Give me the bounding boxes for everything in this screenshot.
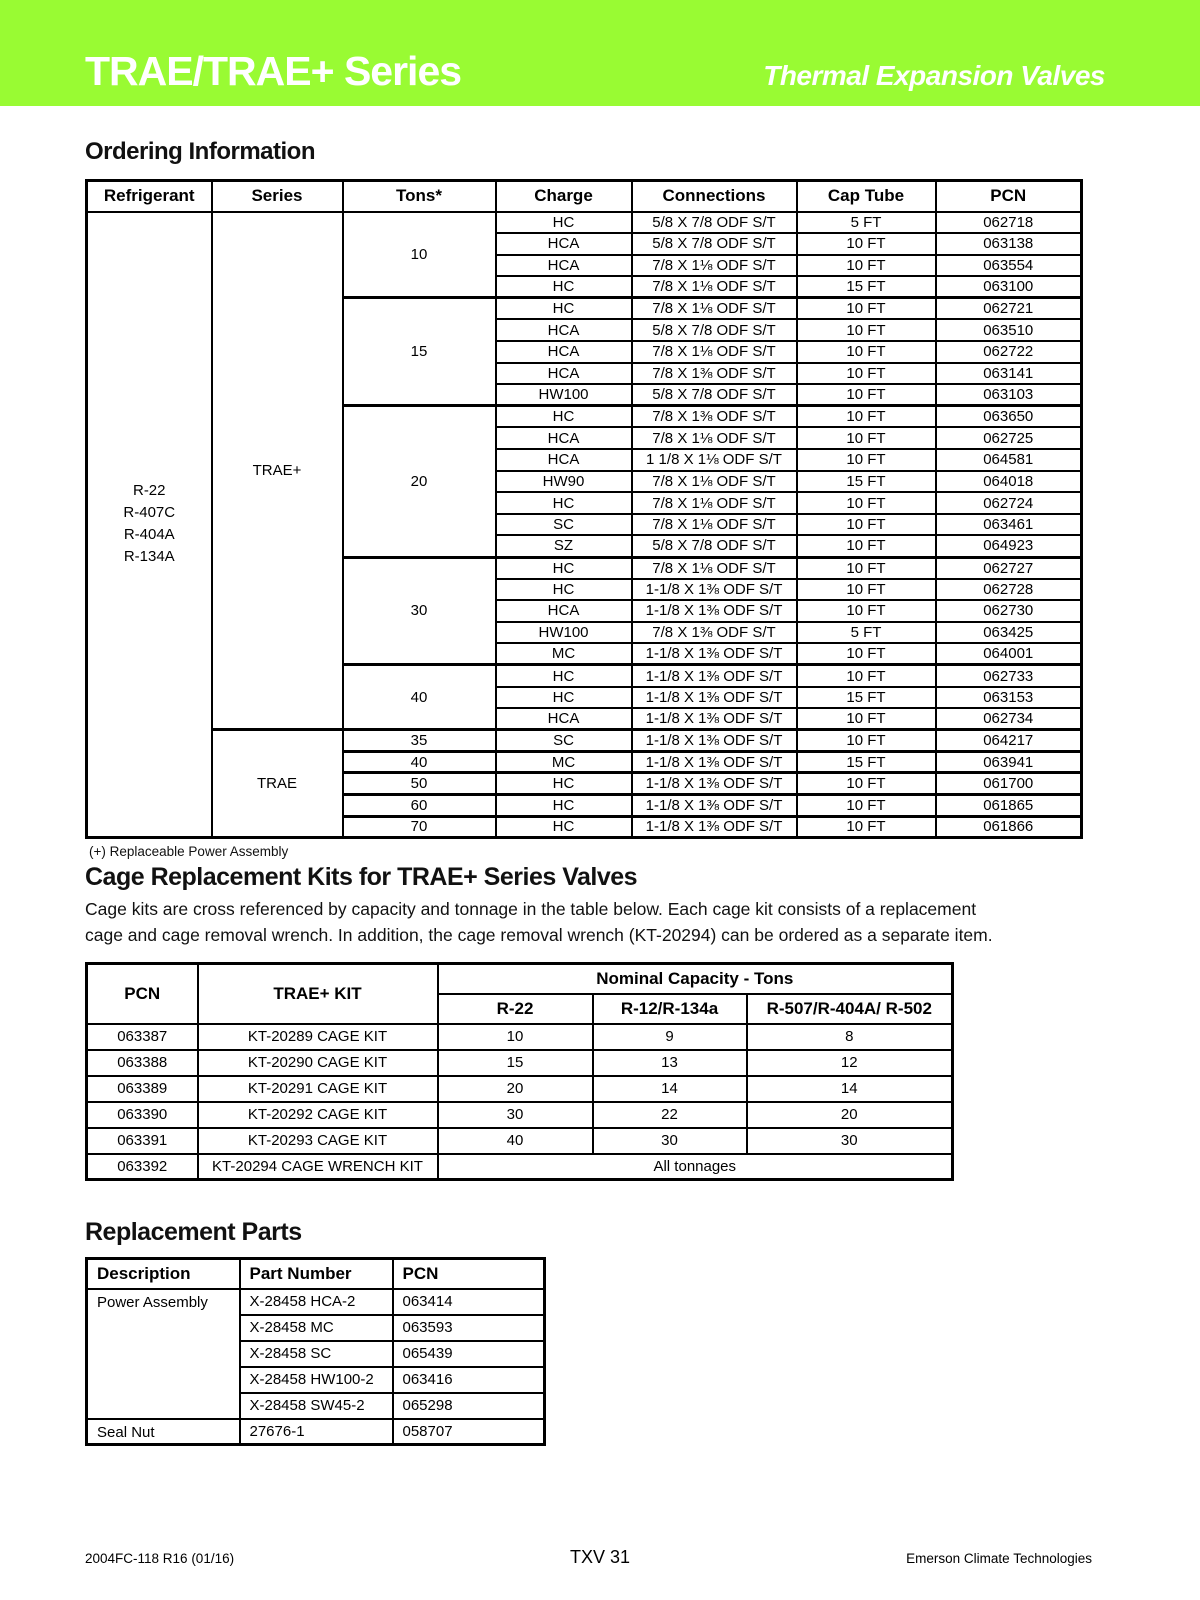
- page-content: [85, 106, 1115, 1446]
- ordering-header-row: [87, 181, 1082, 212]
- cage-pcn-cell: 063390: [87, 1102, 198, 1128]
- tons-cell: 10: [343, 212, 496, 298]
- parts-row: [87, 1419, 545, 1445]
- pcn-cell: 063941: [936, 751, 1082, 773]
- charge-cell: SC: [496, 730, 632, 752]
- cage-kits-description: [85, 896, 1115, 948]
- replacement-parts-table: [85, 1257, 546, 1446]
- tons-cell: 40: [343, 665, 496, 730]
- cage-kit-cell: KT-20291 CAGE KIT: [198, 1076, 438, 1102]
- parts-pcn-cell: 065298: [393, 1393, 545, 1419]
- cap-tube-cell: 5 FT: [797, 622, 936, 644]
- charge-cell: HC: [496, 579, 632, 601]
- pcn-cell: 063461: [936, 514, 1082, 536]
- tons-cell: 40: [343, 751, 496, 773]
- cage-capacity-cell: 14: [593, 1076, 747, 1102]
- parts-pcn-cell: 058707: [393, 1419, 545, 1445]
- connections-cell: 5/8 X 7/8 ODF S/T: [632, 384, 797, 406]
- charge-cell: HCA: [496, 708, 632, 730]
- parts-col-description: Description: [87, 1259, 240, 1289]
- charge-cell: HCA: [496, 427, 632, 449]
- pcn-cell: 063103: [936, 384, 1082, 406]
- charge-cell: HC: [496, 492, 632, 514]
- cage-capacity-span-cell: All tonnages: [438, 1154, 953, 1180]
- cage-table-body: [87, 1024, 953, 1180]
- ordering-col-series: Series: [212, 181, 343, 212]
- cage-capacity-cell: 10: [438, 1024, 593, 1050]
- pcn-cell: 063510: [936, 319, 1082, 341]
- cage-row: [87, 1076, 953, 1102]
- page-subtitle: Thermal Expansion Valves: [763, 60, 1105, 91]
- cage-kit-cell: KT-20294 CAGE WRENCH KIT: [198, 1154, 438, 1180]
- connections-cell: 1-1/8 X 1⅜ ODF S/T: [632, 773, 797, 795]
- cap-tube-cell: 10 FT: [797, 233, 936, 255]
- connections-cell: 1-1/8 X 1⅜ ODF S/T: [632, 665, 797, 687]
- parts-part-number-cell: X-28458 SW45-2: [240, 1393, 393, 1419]
- connections-cell: 5/8 X 7/8 ODF S/T: [632, 319, 797, 341]
- cage-row: [87, 1050, 953, 1076]
- connections-cell: 7/8 X 1⅛ ODF S/T: [632, 298, 797, 320]
- parts-col-partnumber: Part Number: [240, 1259, 393, 1289]
- cage-capacity-cell: 9: [593, 1024, 747, 1050]
- cap-tube-cell: 10 FT: [797, 730, 936, 752]
- cage-capacity-cell: 15: [438, 1050, 593, 1076]
- cage-col-kit: TRAE+ KIT: [198, 964, 438, 1024]
- connections-cell: 7/8 X 1⅜ ODF S/T: [632, 622, 797, 644]
- cage-row: [87, 1102, 953, 1128]
- page-footer: [0, 1545, 1200, 1575]
- pcn-cell: 062724: [936, 492, 1082, 514]
- cage-kit-cell: KT-20293 CAGE KIT: [198, 1128, 438, 1154]
- cap-tube-cell: 10 FT: [797, 319, 936, 341]
- cap-tube-cell: 10 FT: [797, 643, 936, 665]
- parts-pcn-cell: 063416: [393, 1367, 545, 1393]
- pcn-cell: 061865: [936, 795, 1082, 817]
- cap-tube-cell: 15 FT: [797, 471, 936, 493]
- parts-part-number-cell: 27676-1: [240, 1419, 393, 1445]
- cage-capacity-cell: 30: [747, 1128, 953, 1154]
- parts-row: [87, 1289, 545, 1315]
- connections-cell: 7/8 X 1⅜ ODF S/T: [632, 363, 797, 385]
- parts-part-number-cell: X-28458 HW100-2: [240, 1367, 393, 1393]
- charge-cell: HC: [496, 406, 632, 428]
- cap-tube-cell: 5 FT: [797, 212, 936, 234]
- ordering-col-tons: Tons*: [343, 181, 496, 212]
- cage-kit-cell: KT-20289 CAGE KIT: [198, 1024, 438, 1050]
- cap-tube-cell: 10 FT: [797, 427, 936, 449]
- tons-cell: 30: [343, 557, 496, 665]
- cage-capacity-cell: 20: [747, 1102, 953, 1128]
- cap-tube-cell: 10 FT: [797, 600, 936, 622]
- cage-col-refrigerant: R-22: [438, 994, 593, 1024]
- banner-inner: [85, 48, 1105, 95]
- refrigerant-line: R-134A: [123, 548, 175, 566]
- cap-tube-cell: 10 FT: [797, 514, 936, 536]
- pcn-cell: 064217: [936, 730, 1082, 752]
- pcn-cell: 062730: [936, 600, 1082, 622]
- refrigerant-line: R-404A: [123, 526, 175, 544]
- cage-table-head: [87, 964, 953, 1024]
- footer-doc-number: 2004FC-118 R16 (01/16): [85, 1551, 235, 1566]
- ordering-footnote: (+) Replaceable Power Assembly: [89, 844, 289, 860]
- cap-tube-cell: 10 FT: [797, 579, 936, 601]
- cage-capacity-cell: 8: [747, 1024, 953, 1050]
- connections-cell: 7/8 X 1⅛ ODF S/T: [632, 471, 797, 493]
- pcn-cell: 063138: [936, 233, 1082, 255]
- cage-capacity-cell: 30: [438, 1102, 593, 1128]
- parts-header-row: [87, 1259, 545, 1289]
- connections-cell: 7/8 X 1⅛ ODF S/T: [632, 557, 797, 579]
- charge-cell: HW100: [496, 384, 632, 406]
- cap-tube-cell: 15 FT: [797, 687, 936, 709]
- pcn-cell: 062725: [936, 427, 1082, 449]
- ordering-row: [87, 730, 1082, 752]
- charge-cell: HCA: [496, 233, 632, 255]
- parts-part-number-cell: X-28458 SC: [240, 1341, 393, 1367]
- ordering-table-body: [87, 212, 1082, 838]
- connections-cell: 7/8 X 1⅛ ODF S/T: [632, 255, 797, 277]
- cap-tube-cell: 10 FT: [797, 708, 936, 730]
- ordering-table-head: [87, 181, 1082, 212]
- charge-cell: HC: [496, 773, 632, 795]
- charge-cell: MC: [496, 643, 632, 665]
- cap-tube-cell: 10 FT: [797, 255, 936, 277]
- charge-cell: HCA: [496, 255, 632, 277]
- cage-kits-description-line1: Cage kits are cross referenced by capacity and tonnage in the table below. Each cage kit consists of a replacement: [85, 899, 977, 920]
- cap-tube-cell: 10 FT: [797, 492, 936, 514]
- cage-pcn-cell: 063391: [87, 1128, 198, 1154]
- cap-tube-cell: 10 FT: [797, 535, 936, 557]
- cage-col-refrigerant: R-507/R-404A/ R-502: [747, 994, 953, 1024]
- cage-kit-cell: KT-20290 CAGE KIT: [198, 1050, 438, 1076]
- footer-company: Emerson Climate Technologies: [906, 1551, 1092, 1566]
- parts-part-number-cell: X-28458 HCA-2: [240, 1289, 393, 1315]
- charge-cell: HC: [496, 557, 632, 579]
- tons-cell: 60: [343, 795, 496, 817]
- pcn-cell: 064923: [936, 535, 1082, 557]
- connections-cell: 1-1/8 X 1⅜ ODF S/T: [632, 795, 797, 817]
- cap-tube-cell: 10 FT: [797, 298, 936, 320]
- charge-cell: HCA: [496, 449, 632, 471]
- cap-tube-cell: 15 FT: [797, 276, 936, 298]
- pcn-cell: 064001: [936, 643, 1082, 665]
- connections-cell: 1-1/8 X 1⅜ ODF S/T: [632, 751, 797, 773]
- connections-cell: 7/8 X 1⅛ ODF S/T: [632, 276, 797, 298]
- connections-cell: 1-1/8 X 1⅜ ODF S/T: [632, 643, 797, 665]
- pcn-cell: 064581: [936, 449, 1082, 471]
- cage-col-pcn: PCN: [87, 964, 198, 1024]
- charge-cell: HC: [496, 687, 632, 709]
- cage-pcn-cell: 063392: [87, 1154, 198, 1180]
- refrigerant-line: R-407C: [123, 504, 176, 522]
- cap-tube-cell: 10 FT: [797, 557, 936, 579]
- pcn-cell: 064018: [936, 471, 1082, 493]
- series-cell: TRAE: [212, 730, 343, 838]
- tons-cell: 15: [343, 298, 496, 406]
- ordering-heading: Ordering Information: [85, 138, 315, 165]
- cage-header-row-1: [87, 964, 953, 994]
- connections-cell: 1-1/8 X 1⅜ ODF S/T: [632, 816, 797, 838]
- replacement-parts-heading: Replacement Parts: [85, 1218, 302, 1247]
- connections-cell: 7/8 X 1⅛ ODF S/T: [632, 492, 797, 514]
- connections-cell: 7/8 X 1⅛ ODF S/T: [632, 427, 797, 449]
- charge-cell: HC: [496, 212, 632, 234]
- pcn-cell: 062727: [936, 557, 1082, 579]
- cap-tube-cell: 10 FT: [797, 773, 936, 795]
- parts-table-head: [87, 1259, 545, 1289]
- pcn-cell: 062718: [936, 212, 1082, 234]
- charge-cell: HC: [496, 276, 632, 298]
- cap-tube-cell: 10 FT: [797, 816, 936, 838]
- cap-tube-cell: 10 FT: [797, 341, 936, 363]
- connections-cell: 1-1/8 X 1⅜ ODF S/T: [632, 600, 797, 622]
- cage-row: [87, 1154, 953, 1180]
- charge-cell: SC: [496, 514, 632, 536]
- charge-cell: HCA: [496, 319, 632, 341]
- charge-cell: SZ: [496, 535, 632, 557]
- cage-col-capacity-group: Nominal Capacity - Tons: [438, 964, 953, 994]
- cap-tube-cell: 10 FT: [797, 406, 936, 428]
- ordering-col-captube: Cap Tube: [797, 181, 936, 212]
- cage-capacity-cell: 40: [438, 1128, 593, 1154]
- cage-capacity-cell: 20: [438, 1076, 593, 1102]
- ordering-col-charge: Charge: [496, 181, 632, 212]
- parts-part-number-cell: X-28458 MC: [240, 1315, 393, 1341]
- connections-cell: 5/8 X 7/8 ODF S/T: [632, 212, 797, 234]
- ordering-col-connections: Connections: [632, 181, 797, 212]
- parts-pcn-cell: 063414: [393, 1289, 545, 1315]
- cage-col-refrigerant: R-12/R-134a: [593, 994, 747, 1024]
- charge-cell: HCA: [496, 600, 632, 622]
- cage-pcn-cell: 063387: [87, 1024, 198, 1050]
- parts-pcn-cell: 063593: [393, 1315, 545, 1341]
- charge-cell: MC: [496, 751, 632, 773]
- pcn-cell: 063554: [936, 255, 1082, 277]
- ordering-col-pcn: PCN: [936, 181, 1082, 212]
- charge-cell: HW90: [496, 471, 632, 493]
- tons-cell: 35: [343, 730, 496, 752]
- parts-description-cell: Power Assembly: [87, 1289, 240, 1419]
- cage-kits-description-line2: cage and cage removal wrench. In addition, the cage removal wrench (KT-20294) can be ordered as a separate item.: [85, 925, 993, 946]
- connections-cell: 1-1/8 X 1⅜ ODF S/T: [632, 708, 797, 730]
- pcn-cell: 062722: [936, 341, 1082, 363]
- charge-cell: HC: [496, 298, 632, 320]
- parts-col-pcn: PCN: [393, 1259, 545, 1289]
- pcn-cell: 063141: [936, 363, 1082, 385]
- refrigerant-line: R-22: [132, 482, 166, 500]
- tons-cell: 20: [343, 406, 496, 557]
- cage-capacity-cell: 13: [593, 1050, 747, 1076]
- pcn-cell: 063425: [936, 622, 1082, 644]
- charge-cell: HW100: [496, 622, 632, 644]
- charge-cell: HC: [496, 795, 632, 817]
- connections-cell: 1-1/8 X 1⅜ ODF S/T: [632, 687, 797, 709]
- footer-page-number: TXV 31: [569, 1547, 631, 1567]
- parts-description-cell: Seal Nut: [87, 1419, 240, 1445]
- cap-tube-cell: 15 FT: [797, 751, 936, 773]
- cage-kits-table: [85, 962, 954, 1181]
- cap-tube-cell: 10 FT: [797, 665, 936, 687]
- connections-cell: 7/8 X 1⅛ ODF S/T: [632, 341, 797, 363]
- cage-kit-cell: KT-20292 CAGE KIT: [198, 1102, 438, 1128]
- pcn-cell: 061700: [936, 773, 1082, 795]
- cage-capacity-cell: 30: [593, 1128, 747, 1154]
- cage-kits-heading: Cage Replacement Kits for TRAE+ Series Valves: [85, 863, 638, 892]
- parts-table-body: [87, 1289, 545, 1445]
- banner: [0, 0, 1200, 106]
- connections-cell: 1-1/8 X 1⅜ ODF S/T: [632, 730, 797, 752]
- pcn-cell: 062721: [936, 298, 1082, 320]
- connections-cell: 7/8 X 1⅛ ODF S/T: [632, 514, 797, 536]
- series-cell: TRAE+: [212, 212, 343, 730]
- cap-tube-cell: 10 FT: [797, 363, 936, 385]
- pcn-cell: 061866: [936, 816, 1082, 838]
- charge-cell: HC: [496, 816, 632, 838]
- pcn-cell: 062734: [936, 708, 1082, 730]
- cage-capacity-cell: 14: [747, 1076, 953, 1102]
- connections-cell: 1-1/8 X 1⅜ ODF S/T: [632, 579, 797, 601]
- ordering-col-refrigerant: Refrigerant: [87, 181, 212, 212]
- connections-cell: 5/8 X 7/8 ODF S/T: [632, 233, 797, 255]
- pcn-cell: 062733: [936, 665, 1082, 687]
- cage-capacity-cell: 22: [593, 1102, 747, 1128]
- cage-pcn-cell: 063389: [87, 1076, 198, 1102]
- charge-cell: HCA: [496, 363, 632, 385]
- pcn-cell: 063650: [936, 406, 1082, 428]
- connections-cell: 1 1/8 X 1⅛ ODF S/T: [632, 449, 797, 471]
- parts-pcn-cell: 065439: [393, 1341, 545, 1367]
- pcn-cell: 062728: [936, 579, 1082, 601]
- charge-cell: HC: [496, 665, 632, 687]
- ordering-row: [87, 212, 1082, 234]
- cap-tube-cell: 10 FT: [797, 384, 936, 406]
- pcn-cell: 063100: [936, 276, 1082, 298]
- page-title: TRAE/TRAE+ Series: [85, 48, 462, 94]
- ordering-table: [85, 179, 1083, 839]
- cage-capacity-cell: 12: [747, 1050, 953, 1076]
- tons-cell: 70: [343, 816, 496, 838]
- connections-cell: 7/8 X 1⅜ ODF S/T: [632, 406, 797, 428]
- refrigerant-cell: [87, 212, 212, 838]
- charge-cell: HCA: [496, 341, 632, 363]
- cap-tube-cell: 10 FT: [797, 795, 936, 817]
- cage-row: [87, 1024, 953, 1050]
- tons-cell: 50: [343, 773, 496, 795]
- pcn-cell: 063153: [936, 687, 1082, 709]
- cage-row: [87, 1128, 953, 1154]
- cap-tube-cell: 10 FT: [797, 449, 936, 471]
- connections-cell: 5/8 X 7/8 ODF S/T: [632, 535, 797, 557]
- cage-pcn-cell: 063388: [87, 1050, 198, 1076]
